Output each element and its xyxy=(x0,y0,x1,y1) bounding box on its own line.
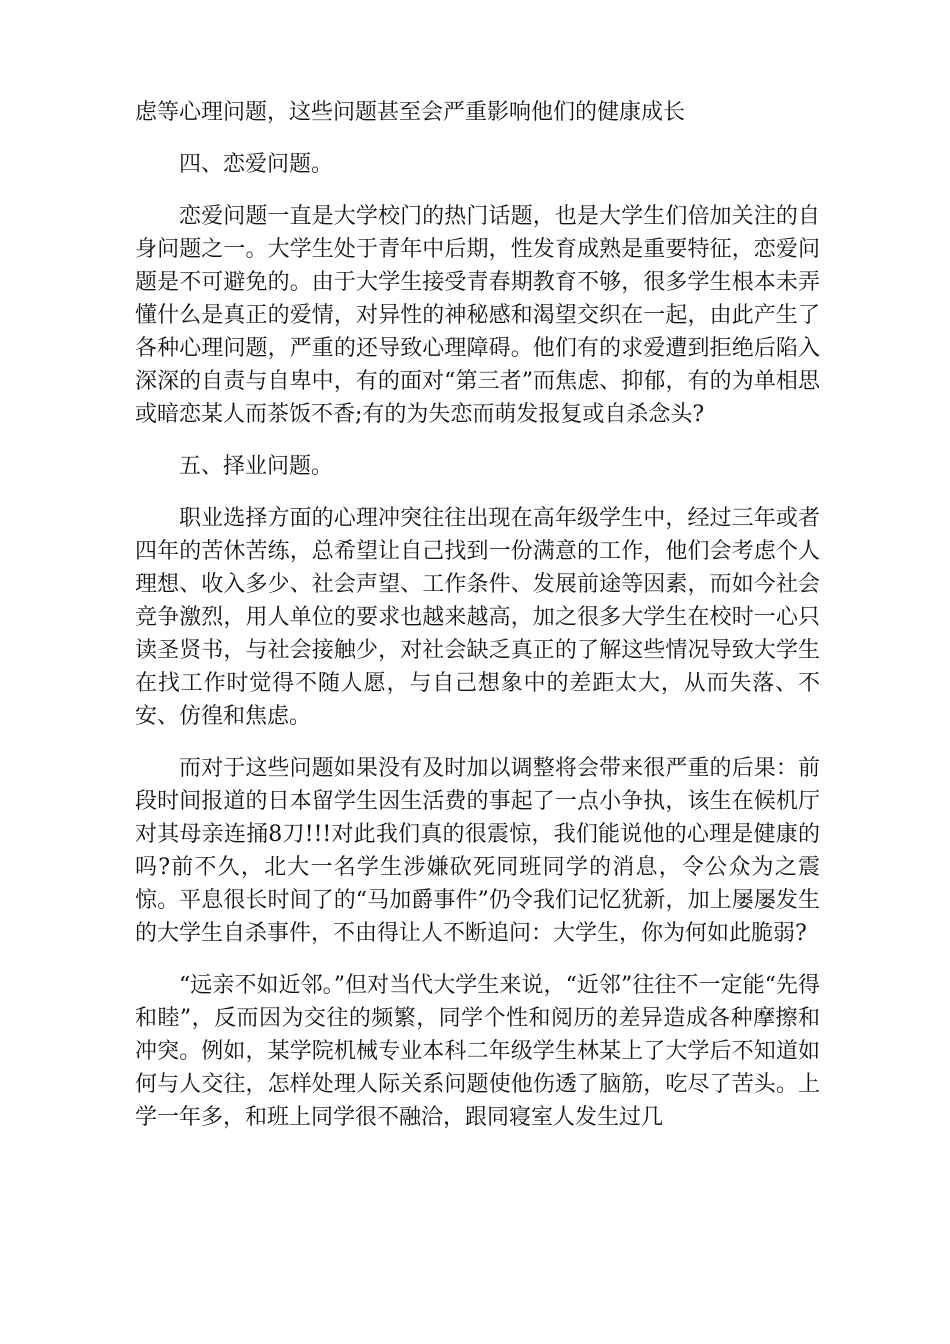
section-heading-love: 四、恋爱问题。 xyxy=(179,152,334,177)
paragraph-neighbor: “远亲不如近邻。”但对当代大学生来说，“近邻”往往不一定能“先得和睦”，反而因为交往的频繁，同学个性和阅历的差异造成各种摩擦和冲突。例如，某学院机械专业本科二年级学生林某上了大学后不知道如何与人交往，怎样处理人际关系问题使他伤透了脑筋，吃尽了苦头。上学一年多，和班上同学很不融洽，跟同寝室人发生过几 xyxy=(135,973,820,1130)
paragraph-love-problems: 恋爱问题一直是大学校门的热门话题，也是大学生们倍加关注的自身问题之一。大学生处于青年中后期，性发育成熟是重要特征，恋爱问题是不可避免的。由于大学生接受青春期教育不够，很多学生根本未弄懂什么是真正的爱情，对异性的神秘感和渴望交织在一起，由此产生了各种心理问题，严重的还导致心理障碍。他们有的求爱遭到拒绝后陷入深深的自责与自卑中，有的面对“第三者”而焦虑、抑郁，有的为单相思或暗恋某人而茶饭不香;有的为失恋而萌发报复或自杀念头? xyxy=(135,204,820,427)
document-page xyxy=(135,96,820,1153)
paragraph-consequences: 而对于这些问题如果没有及时加以调整将会带来很严重的后果：前段时间报道的日本留学生因生活费的事起了一点小争执，该生在候机厅对其母亲连捅8刀!!!对此我们真的很震惊，我们能说他的心理是健康的吗?前不久，北大一名学生涉嫌砍死同班同学的消息，令公众为之震惊。平息很长时间了的“马加爵事件”仍令我们记忆犹新，加上屡屡发生的大学生自杀事件，不由得让人不断追问：大学生，你为何如此脆弱? xyxy=(135,756,820,946)
section-heading-career: 五、择业问题。 xyxy=(179,454,334,479)
paragraph-career-problems: 职业选择方面的心理冲突往往出现在高年级学生中，经过三年或者四年的苦休苦练，总希望让自己找到一份满意的工作，他们会考虑个人理想、收入多少、社会声望、工作条件、发展前途等因素，而如今社会竞争激烈，用人单位的要求也越来越高，加之很多大学生在校时一心只读圣贤书，与社会接触少，对社会缺乏真正的了解这些情况导致大学生在找工作时觉得不随人愿，与自己想象中的差距太大，从而失落、不安、仿徨和焦虑。 xyxy=(135,506,820,729)
continuation-paragraph: 虑等心理问题，这些问题甚至会严重影响他们的健康成长 xyxy=(135,100,686,125)
